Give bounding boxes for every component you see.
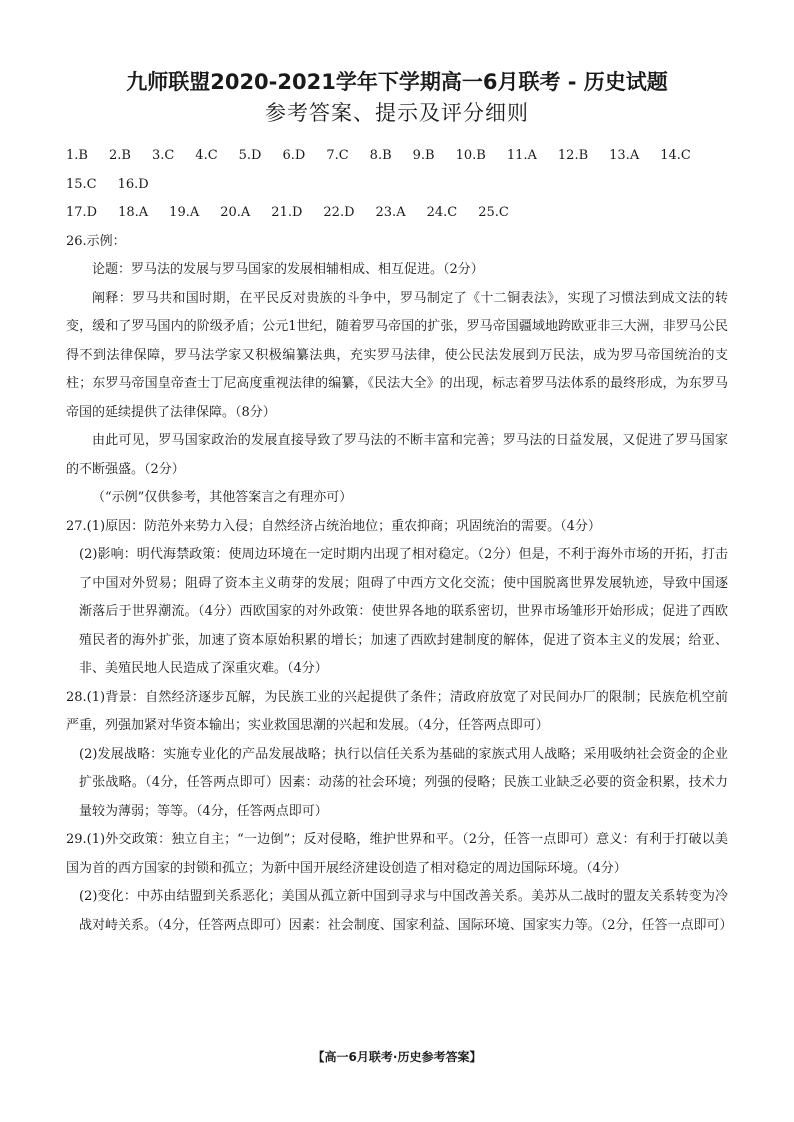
page-subtitle: 参考答案、提示及评分细则 (265, 101, 529, 125)
answer-item: 3.C (151, 148, 175, 163)
answer-item: 25.C (478, 205, 509, 220)
page-footer: 【高一6月联考·历史参考答案】 (312, 1050, 482, 1064)
answer-item: 9.B (412, 148, 435, 163)
answer-item: 12.B (557, 148, 589, 163)
answer-item: 17.D (66, 205, 98, 220)
answer-item: 18.A (118, 205, 149, 220)
answer-item: 10.B (455, 148, 486, 163)
answer-item: 22.D (323, 205, 355, 220)
multiple-choice-answers (66, 142, 728, 228)
answer-item: 1.B (66, 148, 88, 163)
answer-item: 5.D (238, 148, 262, 163)
question-26-label: 26.示例： (66, 233, 126, 249)
answer-item: 8.B (369, 148, 392, 163)
question-28-part2: (2)发展战略：实施专业化的产品发展战略；执行以信任关系为基础的家族式用人战略；采用吸纳社会资金的企业扩张战略。（4分，任答两点即可）因素：动荡的社会环境；列强的侵略；民族工业缺乏必要的资金积累，技术力量较为薄弱；等等。（4分，任答两点即可） (79, 746, 728, 819)
question-29-part1: 29.(1)外交政策：独立自主；“一边倒”；反对侵略，维护世界和平。（2分，任答一点即可）意义：有利于打破以美国为首的西方国家的封锁和孤立；为新中国开展经济建设创造了相对稳定的周边国际环境。（4分） (66, 832, 728, 876)
question-27-part2: (2)影响：明代海禁政策：使周边环境在一定时期内出现了相对稳定。（2分）但是，不利于海外市场的开拓，打击了中国对外贸易；阻碍了资本主义萌芽的发展；阻碍了中西方文化交流；使中国脱离世界发展轨迹，导致中国逐渐落后于世界潮流。（4分）西欧国家的对外政策：使世界各地的联系密切，世界市场雏形开始形成；促进了西欧殖民者的海外扩张，加速了资本原始积累的增长；加速了西欧封建制度的解体，促进了资本主义的发展；给亚、非、美殖民地人民造成了深重灾难。（4分） (79, 547, 728, 676)
question-26-thesis: 论题：罗马法的发展与罗马国家的发展相辅相成、相互促进。（2分） (92, 262, 484, 277)
answer-item: 23.A (375, 205, 406, 220)
question-27-part1: 27.(1)原因：防范外来势力入侵；自然经济占统治地位；重农抑商；巩固统治的需要。（4分） (66, 518, 601, 534)
page-title: 九师联盟2020-2021学年下学期高一6月联考 - 历史试题 (126, 70, 668, 94)
answer-item: 4.C (195, 148, 218, 163)
answer-item: 6.D (282, 148, 306, 163)
answer-item: 19.A (169, 205, 200, 220)
question-26-conclusion: 由此可见，罗马国家政治的发展直接导致了罗马法的不断丰富和完善；罗马法的日益发展，又促进了罗马国家的不断强盛。（2分） (66, 433, 728, 477)
question-29-part2: (2)变化：中苏由结盟到关系恶化；美国从孤立新中国到寻求与中国改善关系。美苏从二战时的盟友关系转变为冷战对峙关系。（4分，任答两点即可）因素：社会制度、国家利益、国际环境、国家实力等。（2分，任答一点即可） (79, 889, 733, 933)
answer-item: 16.D (117, 176, 149, 192)
question-26-explanation: 阐释：罗马共和国时期，在平民反对贵族的斗争中，罗马制定了《十二铜表法》，实现了习惯法到成文法的转变，缓和了罗马国内的阶级矛盾；公元1世纪，随着罗马帝国的扩张，罗马帝国疆域地跨欧亚非三大洲，非罗马公民得不到法律保障，罗马法学家又积极编纂法典，充实罗马法律，使公民法发展到万民法，成为罗马帝国统治的支柱；东罗马帝国皇帝查士丁尼高度重视法律的编纂，《民法大全》的出现，标志着罗马法体系的最终形成，为东罗马帝国的延续提供了法律保障。（8分） (66, 290, 728, 420)
answer-body (66, 142, 733, 940)
answer-item: 15.C (66, 176, 97, 192)
answer-item: 7.C (326, 148, 349, 163)
answer-item: 11.A (506, 148, 537, 163)
answer-item: 21.D (271, 205, 303, 220)
answer-item: 2.B (108, 148, 131, 163)
answer-item: 20.A (220, 205, 251, 220)
question-26-note: （“示例”仅供参考，其他答案言之有理亦可） (92, 490, 353, 505)
answer-item: 24.C (426, 205, 458, 220)
answer-item: 13.A (609, 148, 640, 163)
answer-item: 14.C (660, 148, 691, 163)
question-28-part1: 28.(1)背景：自然经济逐步瓦解，为民族工业的兴起提供了条件；清政府放宽了对民间办厂的限制；民族危机空前严重，列强加紧对华资本输出；实业救国思潮的兴起和发展。（4分，任答两点即可） (66, 689, 728, 733)
